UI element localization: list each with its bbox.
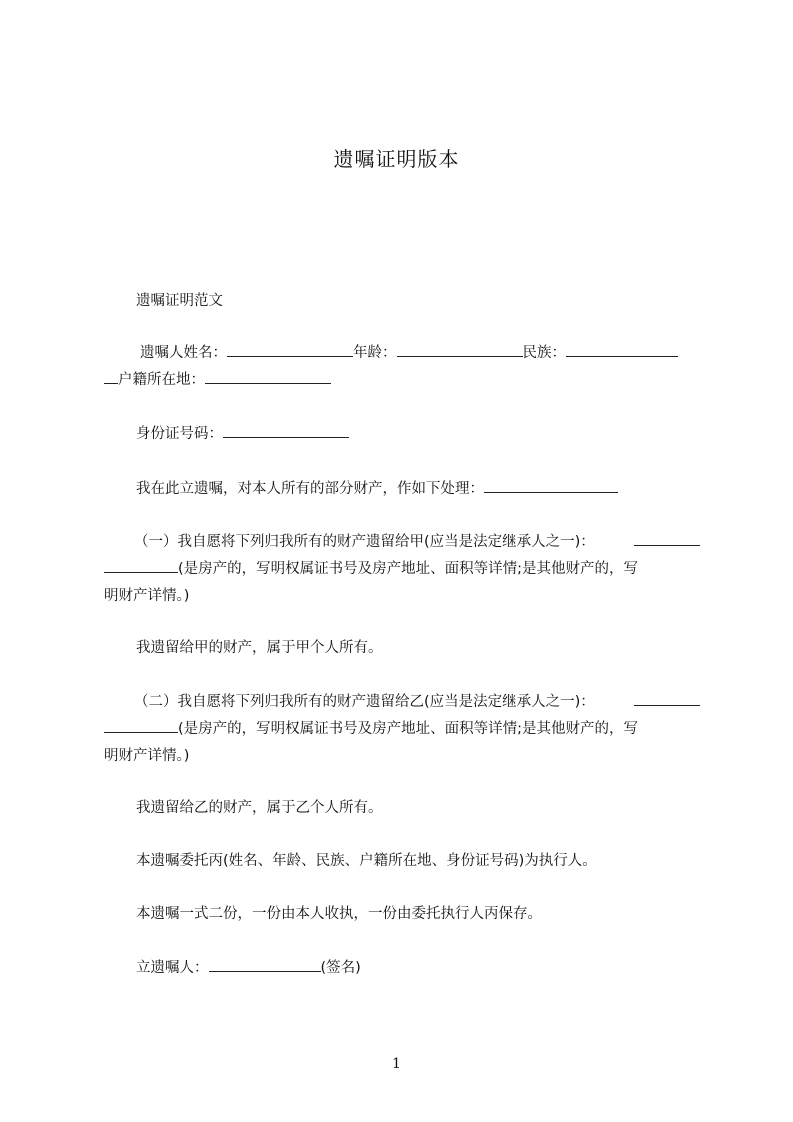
clause-b-line2 xyxy=(104,716,700,743)
id-label: 身份证号码： xyxy=(136,426,223,442)
clause-b-note: (是房产的，写明权属证书号及房产地址、面积等详情;是其他财产的，写 xyxy=(178,721,639,737)
signature-label: 立遗嘱人： xyxy=(136,960,209,976)
clause-b-line3 xyxy=(104,743,700,770)
clause-b-heading: （二）我自愿将下列归我所有的财产遗留给乙(应当是法定继承人之一)： xyxy=(134,694,595,710)
declaration-text: 我在此立遗嘱，对本人所有的部分财产，作如下处理： xyxy=(136,481,484,497)
signature-line xyxy=(104,955,732,982)
age-label: 年龄： xyxy=(353,345,397,361)
age-blank[interactable] xyxy=(397,342,523,357)
testator-info-line1 xyxy=(104,340,700,367)
copies-text: 本遗嘱一式二份，一份由本人收执，一份由委托执行人丙保存。 xyxy=(136,906,542,922)
ethnicity-blank[interactable] xyxy=(566,342,678,357)
declaration-line xyxy=(104,476,732,503)
residence-blank[interactable] xyxy=(205,369,331,384)
name-label: 遗嘱人姓名： xyxy=(140,345,227,361)
document-title: 遗嘱证明版本 xyxy=(333,147,460,171)
copies-line xyxy=(104,901,732,928)
id-blank[interactable] xyxy=(223,423,349,438)
document-subtitle xyxy=(104,288,732,315)
clause-b-line1 xyxy=(104,689,700,716)
clause-a-line2 xyxy=(104,556,700,583)
clause-a-note-end: 明财产详情。) xyxy=(104,588,190,604)
residence-label: 户籍所在地： xyxy=(118,372,205,388)
ethnicity-blank-cont[interactable] xyxy=(104,369,118,384)
clause-b-blank-cont[interactable] xyxy=(104,718,178,733)
page-number: 1 xyxy=(392,1056,401,1072)
clause-a-heading: （一）我自愿将下列归我所有的财产遗留给甲(应当是法定继承人之一)： xyxy=(134,534,595,550)
subtitle-text: 遗嘱证明范文 xyxy=(136,293,223,309)
executor-line xyxy=(104,848,732,875)
name-blank[interactable] xyxy=(227,342,353,357)
clause-a-blank-cont[interactable] xyxy=(104,558,178,573)
clause-b-ownership-text: 我遗留给乙的财产，属于乙个人所有。 xyxy=(136,800,383,816)
declaration-blank[interactable] xyxy=(484,478,618,493)
ethnicity-label: 民族： xyxy=(522,345,566,361)
clause-a-line1 xyxy=(104,529,700,556)
clause-b-note-end: 明财产详情。) xyxy=(104,748,190,764)
signature-blank[interactable] xyxy=(209,957,321,972)
clause-a-ownership-text: 我遗留给甲的财产，属于甲个人所有。 xyxy=(136,640,383,656)
clause-b-blank[interactable] xyxy=(634,691,700,706)
clause-a-ownership xyxy=(104,635,732,662)
clause-b-ownership xyxy=(104,795,732,822)
clause-a-note: (是房产的，写明权属证书号及房产地址、面积等详情;是其他财产的，写 xyxy=(178,561,639,577)
id-number-line xyxy=(104,421,732,448)
clause-a-blank[interactable] xyxy=(634,531,700,546)
testator-info-line2 xyxy=(104,367,700,394)
clause-a-line3 xyxy=(104,583,700,610)
signature-note: (签名) xyxy=(320,960,361,976)
executor-text: 本遗嘱委托丙(姓名、年龄、民族、户籍所在地、身份证号码)为执行人。 xyxy=(136,853,597,869)
